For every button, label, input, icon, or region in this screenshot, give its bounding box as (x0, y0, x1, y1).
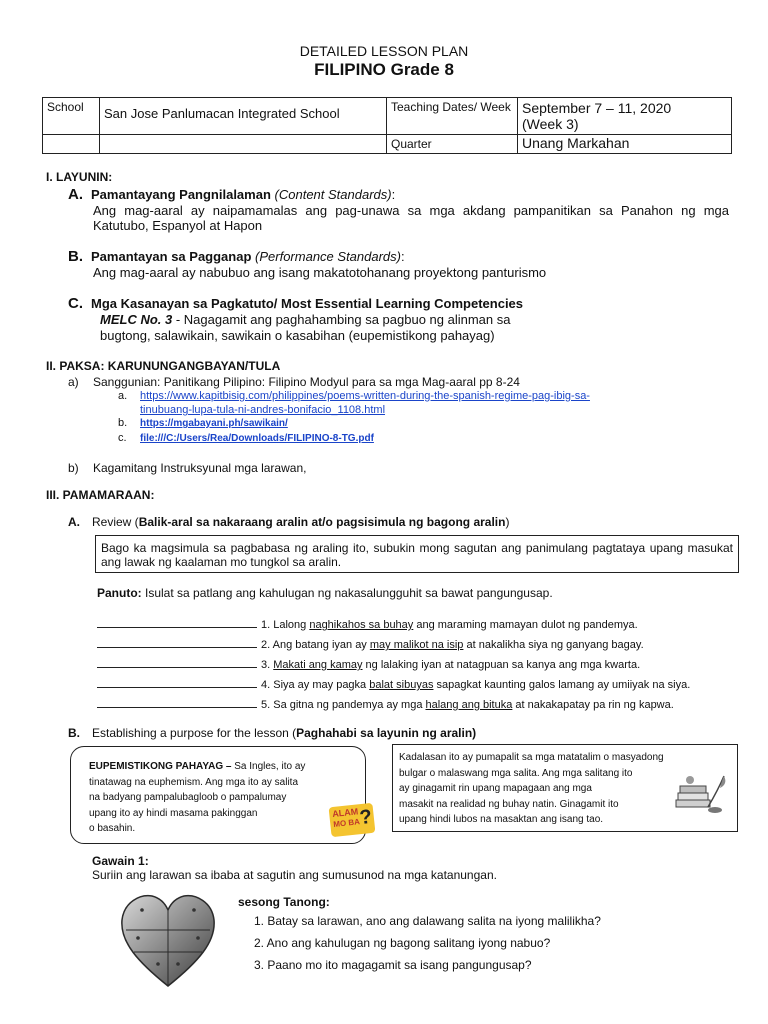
answer-blank[interactable] (97, 655, 257, 668)
item-post: ang maraming mamayan dulot ng pandemya. (413, 619, 638, 631)
item-underlined: may malikot na isip (369, 639, 464, 651)
dates-value-line1: September 7 – 11, 2020 (522, 100, 672, 116)
reference-link-b (118, 417, 288, 429)
content-standards-en: (Content Standards) (274, 187, 392, 202)
line: upang ito ay hindi masama pakinggan (89, 807, 258, 819)
content-standards-title: Pamantayang Pangnilalaman (91, 187, 271, 202)
marker: a. (118, 390, 128, 402)
item-post: at nakalikha siya ng ganyang bagay. (463, 639, 644, 651)
purpose-line (68, 726, 476, 740)
empty-cell (100, 135, 387, 154)
purpose-title: Paghahabi sa layunin ng aralin) (296, 726, 477, 740)
review-title: Balik-aral sa nakaraang aralin at/o pagsisimula ng bagong aralin (138, 515, 506, 529)
quarter-value: Unang Markahan (518, 135, 732, 154)
melc-text1: Nagagamit ang paghahambing sa pagbuo ng alinman sa (183, 312, 511, 327)
marker: b. (118, 417, 128, 429)
line: masakit na realidad ng buhay natin. Ginagamit ito (399, 798, 619, 810)
performance-standards-title: Pamantayan sa Pagganap (91, 249, 252, 264)
review-line (68, 515, 509, 529)
melc-label: MELC No. 3 (100, 312, 173, 327)
euphemism-definition-text (71, 747, 365, 837)
questions-heading: sesong Tanong: (238, 895, 330, 909)
quiz-item (97, 695, 690, 715)
school-label: School (43, 98, 100, 135)
performance-standards-en: (Performance Standards) (255, 249, 401, 264)
item-underlined: halang ang bituka (425, 699, 513, 711)
layunin-heading: I. LAYUNIN: (46, 170, 113, 184)
metal-heart-image (118, 890, 218, 990)
review-label: Review ( (92, 515, 139, 529)
sanggunian-line (68, 375, 520, 389)
line: Sa Ingles, ito ay (231, 761, 306, 772)
letter-b: B. (68, 248, 83, 265)
purpose-text: Establishing a purpose for the lesson ( (92, 726, 297, 740)
item-post: ng lalaking iyan at natagpuan sa kanya ang mga kwarta. (362, 659, 641, 671)
sanggunian-text: Sanggunian: Panitikang Pilipino: Filipino Modyul para sa mga Mag-aaral pp 8-24 (93, 375, 520, 389)
review-box-text: Bago ka magsimula sa pagbabasa ng araling ito, subukin mong sagutan ang panimulang pagtataya upang masukat ang lawak ng kaalaman mo tungkol sa aralin. (101, 541, 733, 569)
line: tinatawag na euphemism. Ang mga ito ay salita (89, 776, 299, 788)
review-instructions-box (95, 535, 739, 573)
quiz-list (97, 615, 690, 715)
euphemism-definition-box (70, 746, 366, 844)
colon: : (391, 187, 396, 202)
item-post: at nakakapatay pa rin ng kapwa. (512, 699, 674, 711)
document-subtitle: FILIPINO Grade 8 (314, 60, 454, 79)
close-paren: ) (505, 515, 510, 529)
melc-text2: bugtong, salawikain, sawikain o kasabihan (eupemistikong pahayag) (100, 328, 495, 343)
paksa-heading: II. PAKSA: KARUNUNGANGBAYAN/TULA (46, 359, 281, 373)
badge-line1: ALAM (331, 806, 359, 820)
document-title: DETAILED LESSON PLAN (299, 43, 469, 59)
gawain-heading: Gawain 1: (92, 854, 149, 868)
line: ay ginagamit rin upang mapagaan ang mga (399, 783, 592, 794)
marker-b: b) (68, 461, 79, 475)
item-pre: 2. Ang batang iyan ay (261, 639, 370, 651)
badge-question-mark: ? (358, 805, 373, 830)
answer-blank[interactable] (97, 695, 257, 708)
marker: c. (118, 432, 127, 444)
empty-cell (43, 135, 100, 154)
line: Kadalasan ito ay pumapalit sa mga matatalim o masyadong (399, 752, 664, 763)
line: bulgar o malaswang mga salita. Ang mga salitang ito (399, 767, 633, 779)
panuto-text: Isulat sa patlang ang kahulugan ng nakasalungguhit sa bawat pangungusap. (141, 586, 553, 600)
item-pre: 1. Lalong (261, 619, 310, 631)
layunin-b (68, 248, 405, 265)
letter-a: A. (68, 186, 83, 203)
colon: : (400, 249, 405, 264)
dates-label: Teaching Dates/ Week (387, 98, 518, 135)
panuto-line (97, 586, 553, 600)
line: na badyang pampalubagloob o pampalumay (89, 792, 287, 803)
kapitbisig-link[interactable]: https://www.kapitbisig.com/philippines/poems-written-during-the-spanish-regime-pag-ibig-sa- (140, 390, 590, 402)
question-item: 3. Paano mo ito magagamit sa isang pangungusap? (254, 958, 532, 972)
item-pre: 5. Sa gitna ng pandemya ay mga (261, 699, 426, 711)
alam-mo-ba-badge (329, 803, 376, 837)
quarter-label: Quarter (387, 135, 518, 154)
reference-link-c (118, 432, 374, 444)
kapitbisig-link-cont[interactable]: tinubuang-lupa-tula-ni-andres-bonifacio_1108.html (140, 404, 386, 416)
layunin-c (68, 295, 523, 312)
panuto-label: Panuto: (97, 586, 142, 600)
marker-a: a) (68, 375, 79, 389)
gawain-text: Suriin ang larawan sa ibaba at sagutin ang sumusunod na mga katanungan. (92, 868, 497, 882)
quiz-item (97, 675, 690, 695)
item-underlined: Makati ang kamay (273, 659, 363, 671)
content-standards-text: Ang mag-aaral ay naipamamalas ang pag-unawa sa mga akdang pampanitikan sa Panahon ng mga Katutubo, Espanyol at Hapon (93, 203, 729, 233)
euphemism-title: EUPEMISTIKONG PAHAYAG – (89, 761, 232, 772)
answer-blank[interactable] (97, 615, 257, 628)
school-value: San Jose Panlumacan Integrated School (100, 98, 387, 135)
books-quill-illustration (670, 770, 728, 816)
letter-a: A. (68, 515, 80, 529)
dates-value-line2: (Week 3) (522, 116, 579, 132)
badge-line2: MO BA (332, 817, 361, 829)
item-pre: 3. (261, 659, 274, 671)
quiz-item (97, 655, 690, 675)
letter-c: C. (68, 295, 83, 312)
pamamaraan-heading: III. PAMAMARAAN: (46, 488, 155, 502)
dates-value (518, 98, 732, 135)
letter-b: B. (68, 726, 80, 740)
melc-line (100, 312, 510, 327)
line: o basahin. (89, 823, 136, 834)
question-item: 1. Batay sa larawan, ano ang dalawang salita na iyong malilikha? (254, 914, 601, 928)
quiz-item (97, 615, 690, 635)
kagamitan-text: Kagamitang Instruksyunal mga larawan, (93, 461, 307, 475)
competencies-title: Mga Kasanayan sa Pagkatuto/ Most Essential Learning Competencies (91, 296, 524, 311)
layunin-a (68, 186, 395, 203)
answer-blank[interactable] (97, 675, 257, 688)
performance-standards-text: Ang mag-aaral ay nabubuo ang isang makatotohanang proyektong panturismo (93, 265, 547, 280)
item-underlined: balat sibuyas (369, 679, 434, 691)
item-underlined: naghikahos sa buhay (309, 619, 414, 631)
answer-blank[interactable] (97, 635, 257, 648)
question-item: 2. Ano ang kahulugan ng bagong salitang iyong nabuo? (254, 936, 551, 950)
kagamitan-line (68, 461, 306, 475)
reference-link-a (118, 389, 590, 417)
mgabayani-link[interactable]: https://mgabayani.ph/sawikain/ (140, 418, 288, 429)
dash: - (172, 312, 184, 327)
quiz-item (97, 635, 690, 655)
questions-list (254, 910, 601, 976)
item-pre: 4. Siya ay may pagka (261, 679, 370, 691)
filipino-tg-link[interactable]: file:///C:/Users/Rea/Downloads/FILIPINO-8-TG.pdf (140, 433, 374, 444)
line: upang hindi lubos na masaktan ang isang tao. (399, 814, 604, 825)
header-table (42, 97, 732, 154)
item-post: sapagkat kaunting galos lamang ay umiiyak na siya. (433, 679, 691, 691)
